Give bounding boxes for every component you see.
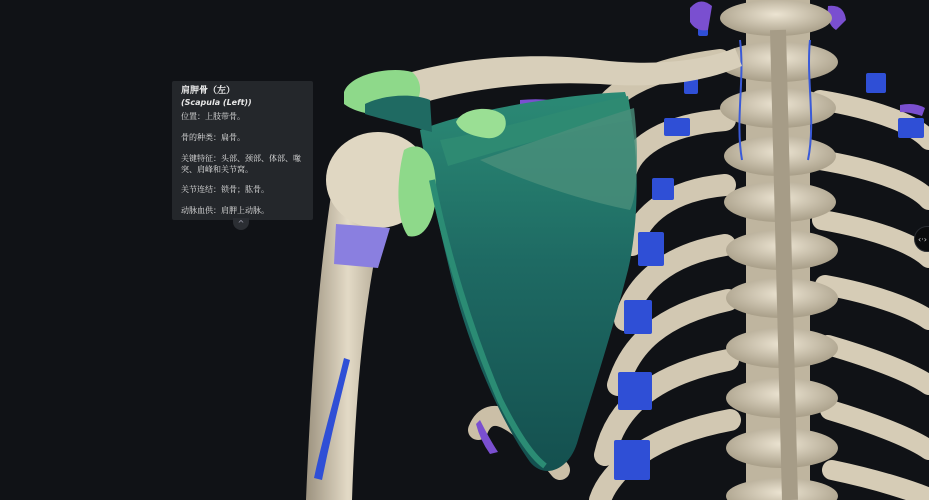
- cartilage-marker: [618, 372, 652, 410]
- rib: [822, 220, 929, 258]
- cartilage-marker: [652, 178, 674, 200]
- bone-info-panel: [172, 81, 313, 220]
- bone-key-features: 关键特征：头部、颈部、体部、喙突、肩峰和关节窝。: [181, 154, 301, 174]
- cartilage-marker: [866, 73, 886, 93]
- humeral-cartilage: [334, 224, 390, 268]
- acromion-body: [365, 96, 432, 132]
- cartilage-marker: [898, 118, 924, 138]
- expand-arrows-icon: ‹·›: [918, 235, 927, 244]
- rib: [825, 285, 929, 320]
- joint-marker: [690, 1, 712, 30]
- rib: [828, 345, 929, 385]
- rib: [832, 470, 929, 498]
- chevron-up-icon: ^: [237, 219, 245, 228]
- bone-blood-supply: 动脉血供：肩胛上动脉。: [181, 206, 269, 215]
- glenoid-cavity: [398, 146, 436, 236]
- bone-articulations: 关节连结：锁骨；肱骨。: [181, 185, 269, 194]
- bone-location: 位置：上肢带骨。: [181, 112, 245, 121]
- cartilage-marker: [614, 440, 650, 480]
- bone-type: 骨的种类：扁骨。: [181, 133, 245, 142]
- rib: [820, 160, 929, 200]
- cartilage-marker: [638, 232, 664, 266]
- bone-latin-name: (Scapula (Left)): [181, 98, 252, 107]
- cartilage-marker: [664, 118, 690, 136]
- cartilage-marker: [624, 300, 652, 334]
- rib: [830, 410, 929, 450]
- bone-title: 肩胛骨（左）: [181, 86, 236, 96]
